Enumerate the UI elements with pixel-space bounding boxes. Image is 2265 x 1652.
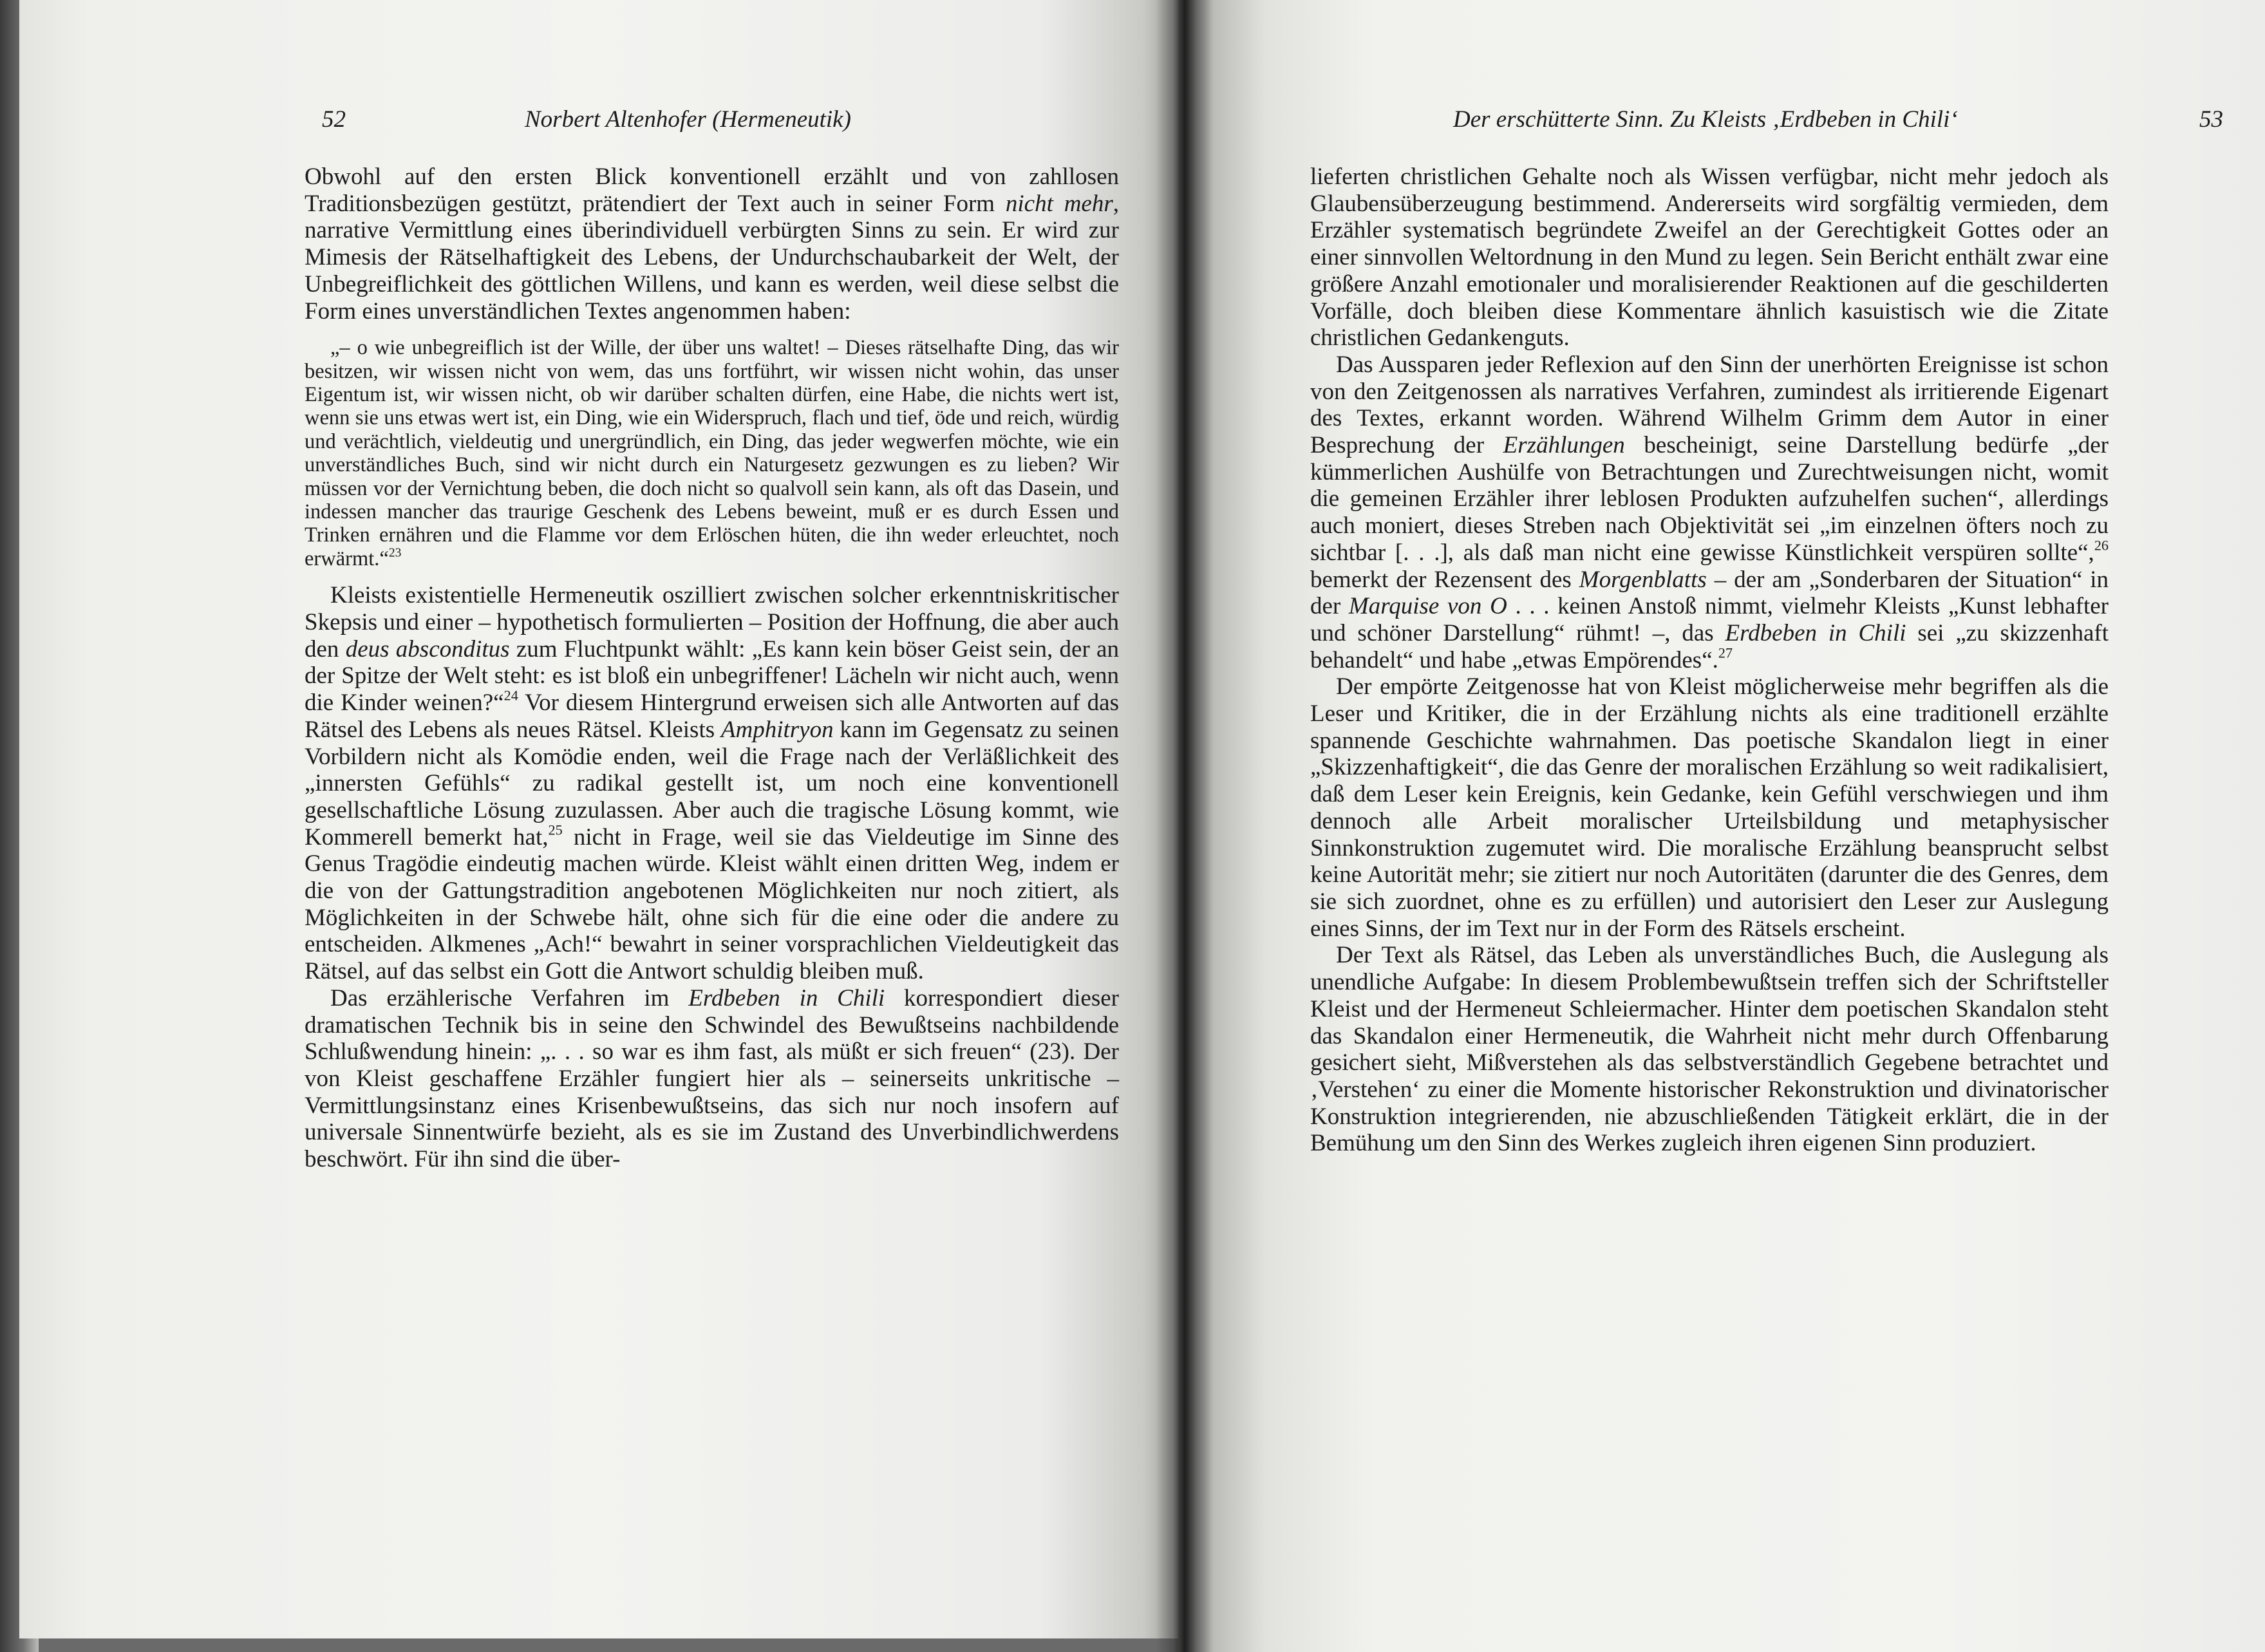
right-page-body [1310,164,2109,1157]
book-gutter [1156,0,1214,1652]
footnote-ref: 25 [548,821,563,838]
emphasis-text: nicht mehr [1005,190,1113,217]
body-paragraph [305,164,1119,324]
text-run: „– o wie unbegreiflich ist der Wille, der über uns waltet! – Dieses rätselhafte Ding, das wir besitzen, wir wissen nicht von wem, das uns fortführt, wir wissen nicht wohin, das unser Eigentum ist, wir wissen nicht, ob wir darüber schalten dürfen, eine Habe, die nichts wert ist, wenn sie uns etwas wert ist, ein Ding, wie ein Widerspruch, flach und tief, öde und reich, würdig und verächtlich, vieldeutig und unergründlich, ein Ding, das jeder wegwerfen möchte, wie ein unverständliches Buch, sind wir nicht durch ein Naturgesetz gezwungen es zu lieben? Wir müssen vor der Vernichtung beben, die doch nicht so qualvoll sein kann, als oft das Dasein, und indessen mancher das traurige Geschenk des Lebens beweint, muß er es durch Essen und Trinken ernähren und die Flamme vor dem Erlöschen hüten, die ihn weder erleuchtet, noch erwärmt.“ [305,336,1119,570]
emphasis-text: Amphitryon [720,716,834,743]
footnote-ref: 23 [388,546,402,560]
text-run: bemerkt der Rezensent des [1310,566,1579,593]
footnote-ref: 26 [2094,537,2109,554]
left-page-body [305,164,1119,1173]
text-run: Kleists existentielle Hermeneutik oszilliert zwischen solcher erkenntniskritischer Skepsis und einer – hypothetisch formulierten – Position der Hoffnung, die aber auch den [305,582,1119,662]
text-run: – der am „Sonderbaren der Situation“ in der [1310,566,2109,620]
body-paragraph [305,582,1119,985]
emphasis-text: Morgenblatts [1579,566,1707,593]
text-run: , narrative Vermittlung eines überindividuell verbürgten Sinns zu sein. Er wird zur Mimesis der Rätselhaftigkeit des Lebens, der Undurchschaubarkeit der Welt, der Unbegreiflichkeit des göttlichen Willens, und kann es werden, weil diese selbst die Form eines unverständlichen Textes angenommen haben: [305,190,1119,324]
text-run: korrespondiert dieser dramatischen Technik bis in seine den Schwindel des Bewußtseins nachbildende Schlußwendung hinein: „. . . so war es ihm fast, als müßt er sich freuen“ (23). Der von Kleist geschaffene Erzähler fungiert hier als – seinerseits unkritische – Vermittlungsinstanz eines Krisenbewußtseins, das sich nur noch insofern auf universale Sinnentwürfe bezieht, als es sie im Zustand des Unverbindlichwerdens beschwört. Für ihn sind die über- [305,984,1119,1173]
emphasis-text: deus absconditus [345,635,510,662]
right-page-number: 53 [2199,106,2223,133]
body-paragraph [1310,164,2109,352]
emphasis-text: Erzählungen [1503,432,1625,459]
body-paragraph [1310,673,2109,942]
text-run: Der Text als Rätsel, das Leben als unverständliches Buch, die Auslegung als unendliche Aufgabe: In diesem Problembewußtsein treffen sich der Schriftsteller Kleist und der Hermeneut Schleiermacher. Hinter dem poetischen Skandalon steht das Skandalon einer Hermeneutik, die Wahrheit nicht mehr durch Offenbarung gesichert sieht, Mißverstehen als das selbstverständlich Gegebene betrachtet und ‚Verstehen‘ zu einer die Momente historischer Rekonstruktion und divinatorischer Konstruktion integrierenden, nie abzuschließenden Tätigkeit erklärt, die in der Bemühung um den Sinn des Werkes zugleich ihren eigenen Sinn produziert. [1310,942,2109,1157]
text-run: kann im Gegensatz zu seinen Vorbildern nicht als Komödie enden, weil die Frage nach der Verläßlichkeit des „innersten Gefühls“ zu radikal gestellt ist, um noch eine konventionell gesellschaftliche Lösung zuzulassen. Aber auch die tragische Lösung kommt, wie Kommerell bemerkt hat, [305,716,1119,850]
text-run: Das erzählerische Verfahren im [330,984,689,1011]
body-paragraph [1310,942,2109,1157]
emphasis-text: Marquise von O [1348,593,1507,620]
text-run: Der empörte Zeitgenosse hat von Kleist möglicherweise mehr begriffen als die Leser und Kritiker, die in der Erzählung nichts als eine traditionell erzählte spannende Geschichte wahrnahmen. Das poetische Skandalon liegt in einer „Skizzenhaftigkeit“, die das Genre der moralischen Erzählung so weit radikalisiert, daß dem Leser kein Ereignis, kein Gedanke, kein Gefühl verschwiegen und ihm dennoch alle Arbeit moralischer Urteilsbildung und metaphysischer Sinnkonstruktion zugemutet wird. Die moralische Erzählung beansprucht selbst keine Autorität mehr; sie zitiert nur noch Autoritäten (darunter die des Genres, dem sie sich zuordnet, ohne es zu erfüllen) und autorisiert den Leser zur Auslegung eines Sinns, der im Text nur in der Form des Rätsels erscheint. [1310,673,2109,942]
text-run: Obwohl auf den ersten Blick konventionell erzählt und von zahllosen Traditionsbezügen gestützt, prätendiert der Text auch in seiner Form [305,164,1119,217]
text-run: lieferten christlichen Gehalte noch als Wissen verfügbar, nicht mehr jedoch als Glaubensüberzeugung bestimmend. Andererseits wird sorgfältig vermieden, dem Erzähler systematisch begründete Zweifel an der Gerechtigkeit Gottes oder an einer sinnvollen Weltordnung in den Mund zu legen. Sein Bericht enthält zwar eine größere Anzahl emotionaler und moralisierender Reaktionen auf die geschilderten Vorfälle, doch bleiben diese Kommentare ähnlich kasuistisch wie die Zitate christlichen Gedankenguts. [1310,164,2109,352]
left-page [19,0,1178,1638]
footnote-ref: 27 [1718,644,1733,661]
text-run: bescheinigt, seine Darstellung bedürfe „der kümmerlichen Aushülfe von Betrachtungen und Zurechtweisungen nicht, womit die gemeinen Erzähler ihrer leblosen Produkten aufzuhelfen suchen“, allerdings auch moniert, dieses Streben nach Objektivität sei „im einzelnen öfters noch zu sichtbar [. . .], als daß man nicht eine gewisse Künstlichkeit verspüren sollte“, [1310,432,2109,566]
text-run: nicht in Frage, weil sie das Vieldeutige im Sinne des Genus Tragödie eindeutig machen würde. Kleist wählt einen dritten Weg, indem er die von der Gattungstradition angebotenen Möglichkeiten nur noch zitiert, als Möglichkeiten in der Schwebe hält, ohne sich für die eine oder die andere zu entscheiden. Alkmenes „Ach!“ bewahrt in seiner vorsprachlichen Vieldeutigkeit das Rätsel, auf das selbst ein Gott die Antwort schuldig bleiben muß. [305,823,1119,985]
block-quote [305,336,1119,570]
text-run: sei „zu skizzenhaft behandelt“ und habe „etwas Empörendes“. [1310,619,2109,673]
left-page-number: 52 [322,106,346,133]
body-paragraph [305,985,1119,1173]
left-running-head: Norbert Altenhofer (Hermeneutik) [525,106,851,133]
emphasis-text: Erdbeben in Chili [688,984,885,1011]
footnote-ref: 24 [503,687,518,704]
text-run: Das Aussparen jeder Reflexion auf den Sinn der unerhörten Ereignisse ist schon von den Zeitgenossen als narratives Verfahren, zumindest als irritierende Eigenart des Textes, erkannt worden. Während Wilhelm Grimm dem Autor in einer Besprechung der [1310,351,2109,459]
emphasis-text: Erdbeben in Chili [1725,619,1906,646]
right-page [1178,0,2265,1652]
body-paragraph [1310,352,2109,673]
text-run: Vor diesem Hintergrund erweisen sich alle Antworten auf das Rätsel des Lebens als neues Rätsel. Kleists [305,690,1119,743]
text-run: . . . keinen Anstoß nimmt, vielmehr Kleists „Kunst lebhafter und schöner Darstellung“ rühmt! –, das [1310,593,2109,646]
right-running-head: Der erschütterte Sinn. Zu Kleists ‚Erdbeben in Chili‘ [1453,106,1958,133]
text-run: zum Fluchtpunkt wählt: „Es kann kein böser Geist sein, der an der Spitze der Welt steht: es ist bloß ein unbegriffener! Lächeln wir nicht auch, wenn die Kinder weinen?“ [305,635,1119,717]
